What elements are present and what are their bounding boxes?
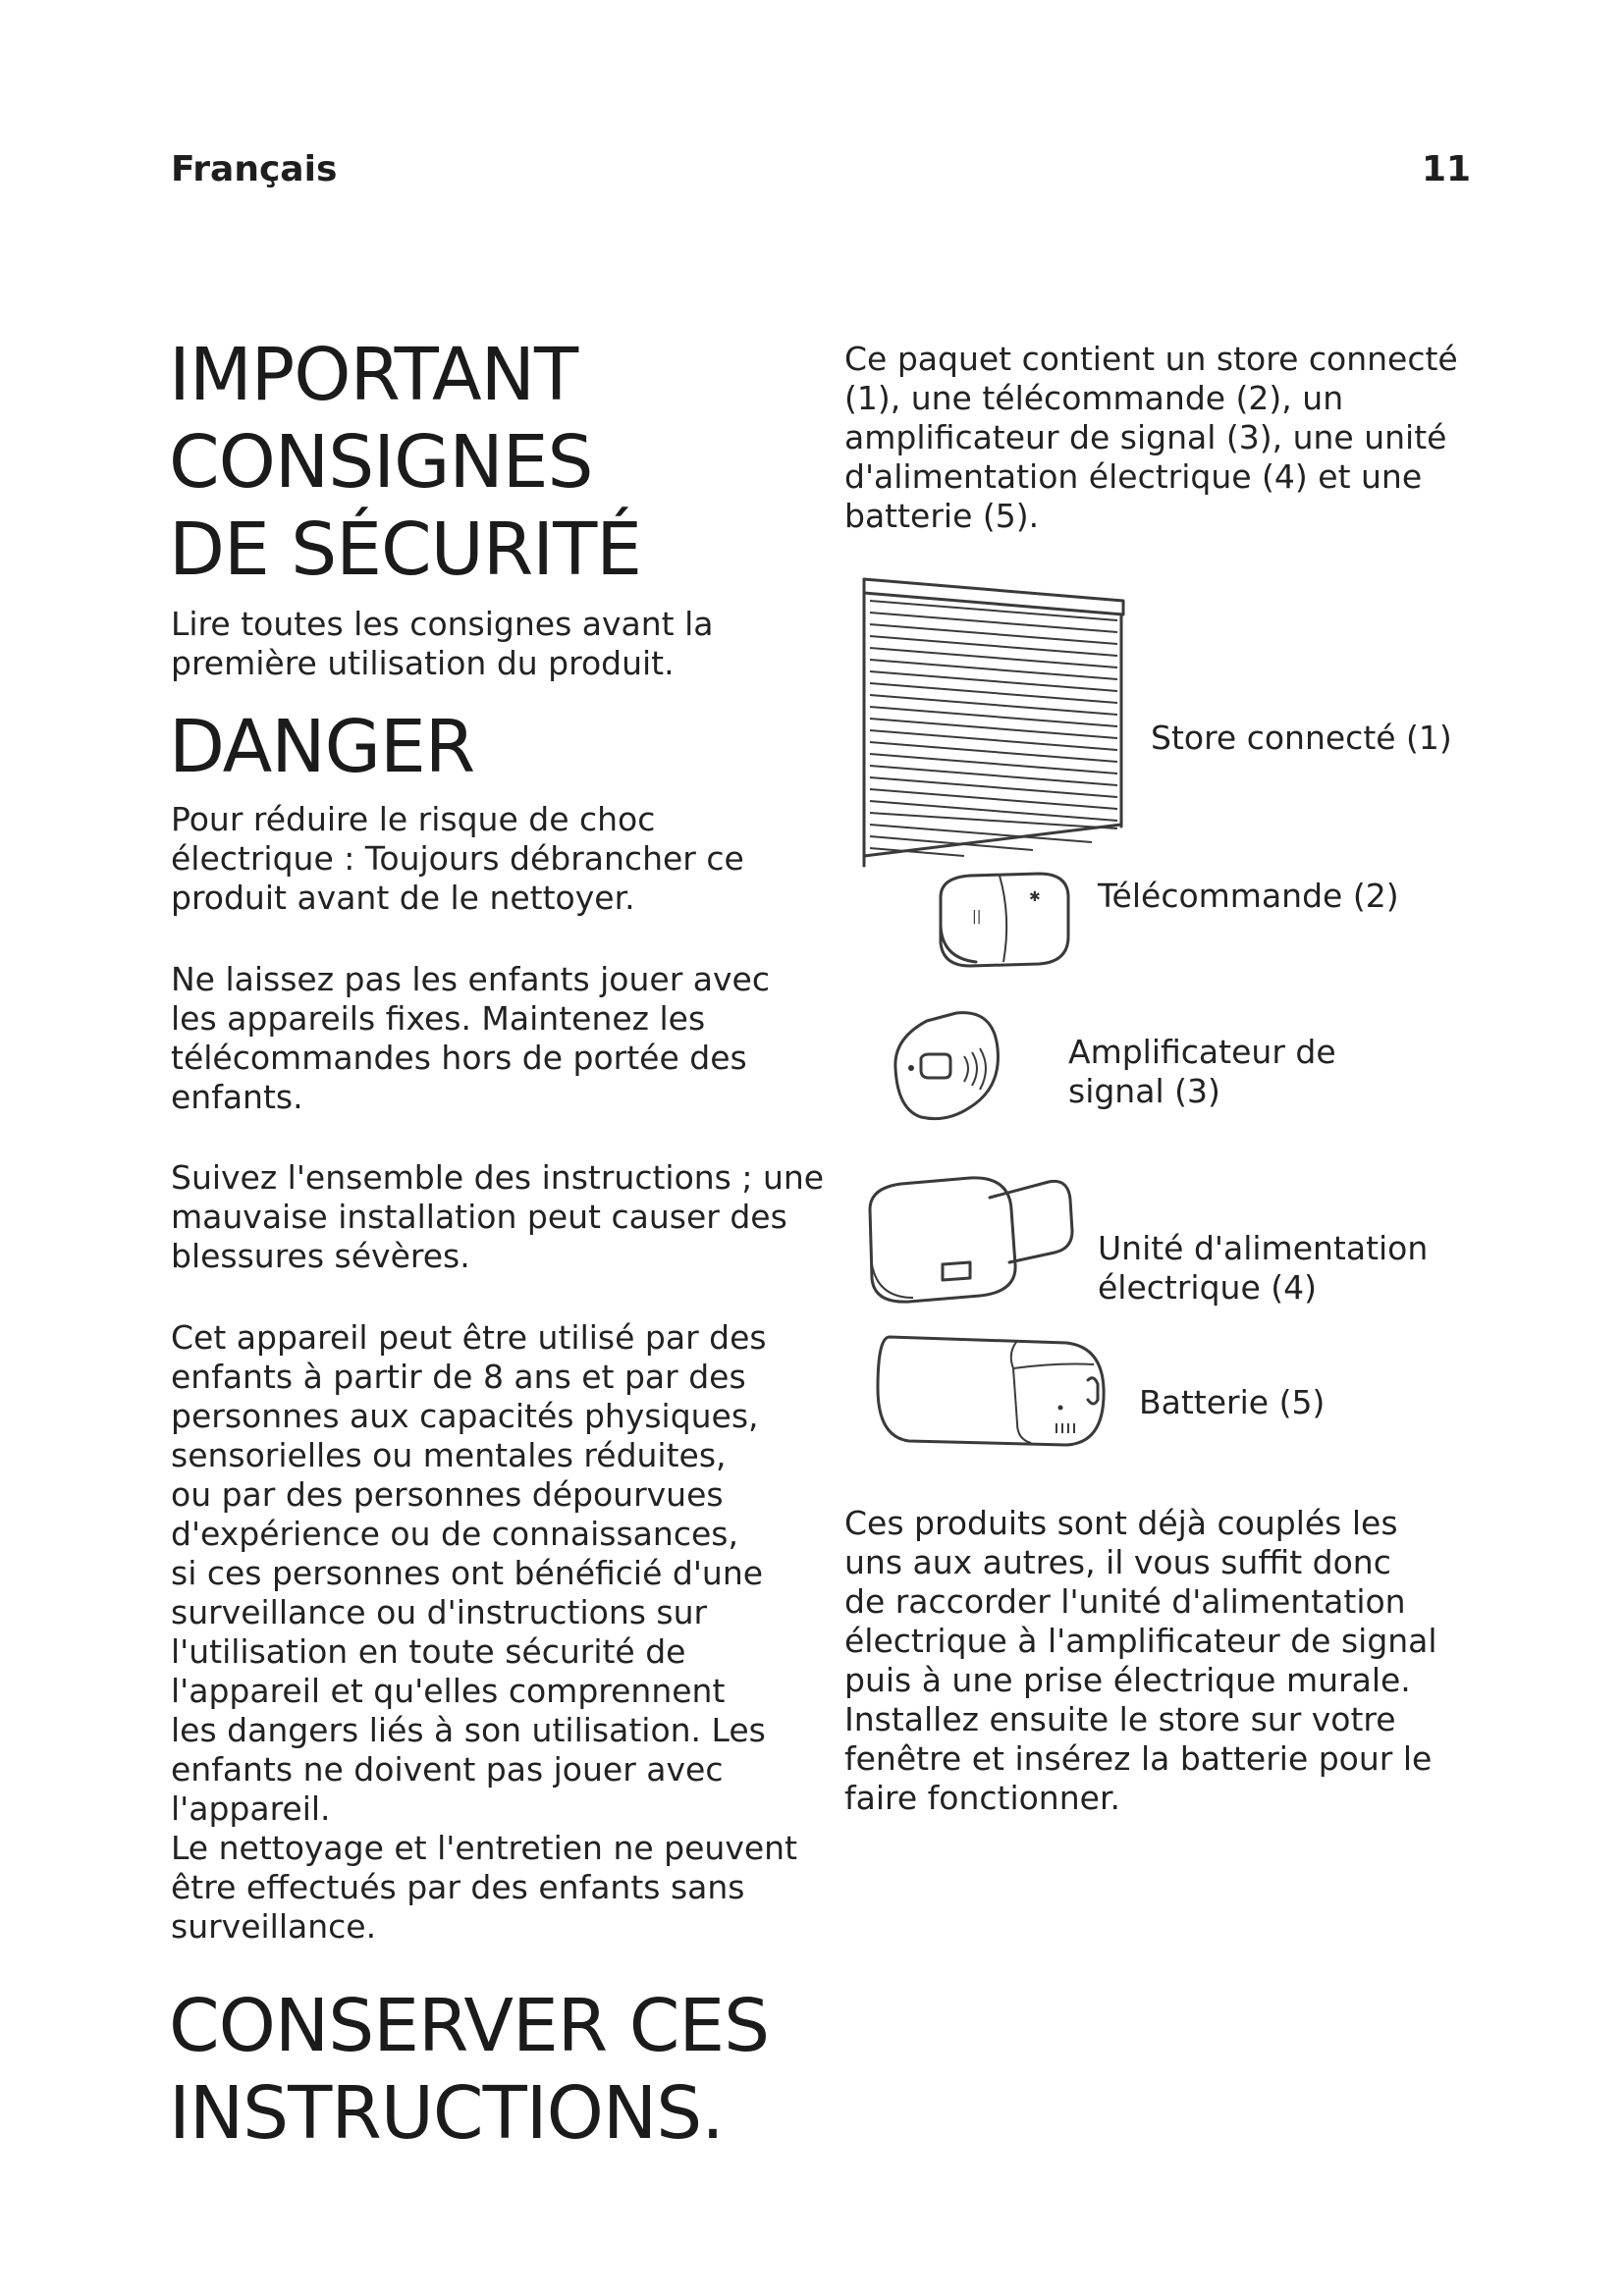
text-line: l'appareil et qu'elles comprennent bbox=[171, 1672, 726, 1710]
text-line: surveillance ou d'instructions sur bbox=[171, 1593, 708, 1631]
closing-line: INSTRUCTIONS. bbox=[169, 2071, 724, 2156]
text-line: Pour réduire le risque de choc bbox=[171, 800, 656, 838]
text-line: mauvaise installation peut causer des bbox=[171, 1198, 787, 1236]
text-line: Installez ensuite le store sur votre bbox=[844, 1700, 1396, 1738]
danger-paragraph-2 bbox=[171, 960, 770, 1117]
battery-icon bbox=[870, 1329, 1110, 1453]
item-label-power-supply bbox=[1098, 1229, 1428, 1308]
safety-title bbox=[169, 332, 641, 594]
text-line: être effectués par des enfants sans bbox=[171, 1868, 745, 1906]
text-line: fenêtre et insérez la batterie pour le bbox=[844, 1739, 1433, 1778]
item-label-blind bbox=[1151, 719, 1452, 758]
signal-repeater-icon bbox=[888, 1009, 1003, 1129]
text-line: produit avant de le nettoyer. bbox=[171, 879, 635, 917]
text-line: ou par des personnes dépourvues bbox=[171, 1475, 724, 1514]
power-supply-icon bbox=[862, 1170, 1076, 1308]
text-line: enfants. bbox=[171, 1078, 303, 1116]
text-line: sensorielles ou mentales réduites, bbox=[171, 1436, 727, 1474]
language-label: Français bbox=[171, 149, 338, 189]
danger-heading: DANGER bbox=[169, 705, 475, 789]
text-line: surveillance. bbox=[171, 1907, 377, 1946]
text-line: Lire toutes les consignes avant la bbox=[171, 605, 714, 643]
remote-icon bbox=[931, 868, 1078, 978]
text-line: électrique : Toujours débrancher ce bbox=[171, 839, 744, 878]
text-line: Ces produits sont déjà couplés les bbox=[844, 1504, 1398, 1542]
label-line: électrique (4) bbox=[1098, 1268, 1317, 1307]
title-line: IMPORTANT bbox=[169, 333, 578, 417]
text-line: puis à une prise électrique murale. bbox=[844, 1661, 1411, 1699]
text-line: Cet appareil peut être utilisé par des bbox=[171, 1318, 767, 1357]
text-line: de raccorder l'unité d'alimentation bbox=[844, 1582, 1406, 1621]
danger-paragraph-1 bbox=[171, 800, 744, 918]
label-line: Batterie (5) bbox=[1139, 1383, 1326, 1421]
svg-text:||: || bbox=[972, 909, 982, 925]
text-line: d'alimentation électrique (4) et une bbox=[844, 457, 1423, 496]
page-number: 11 bbox=[1422, 149, 1472, 189]
closing-heading bbox=[169, 1983, 769, 2158]
text-line: télécommandes hors de portée des bbox=[171, 1039, 747, 1077]
text-line: première utilisation du produit. bbox=[171, 644, 675, 682]
text-line: enfants à partir de 8 ans et par des bbox=[171, 1358, 746, 1396]
package-outro bbox=[844, 1504, 1437, 1818]
text-line: l'appareil. bbox=[171, 1789, 331, 1828]
closing-line: CONSERVER CES bbox=[169, 1984, 770, 2068]
label-line: signal (3) bbox=[1068, 1072, 1220, 1110]
text-line: amplificateur de signal (3), une unité bbox=[844, 418, 1447, 456]
danger-paragraph-3 bbox=[171, 1158, 824, 1276]
title-line: CONSIGNES bbox=[169, 420, 593, 505]
package-intro bbox=[844, 340, 1458, 536]
text-line: Le nettoyage et l'entretien ne peuvent bbox=[171, 1829, 798, 1867]
text-line: Ne laissez pas les enfants jouer avec bbox=[171, 960, 770, 998]
text-line: si ces personnes ont bénéficié d'une bbox=[171, 1554, 764, 1592]
text-line: blessures sévères. bbox=[171, 1237, 470, 1275]
title-line: DE SÉCURITÉ bbox=[169, 507, 642, 592]
text-line: les dangers liés à son utilisation. Les bbox=[171, 1711, 766, 1749]
intro-text bbox=[171, 605, 713, 683]
text-line: (1), une télécommande (2), un bbox=[844, 379, 1344, 417]
label-line: Store connecté (1) bbox=[1151, 719, 1452, 757]
item-label-battery bbox=[1139, 1383, 1325, 1422]
text-line: personnes aux capacités physiques, bbox=[171, 1397, 759, 1435]
danger-paragraph-4 bbox=[171, 1318, 797, 1947]
text-line: les appareils fixes. Maintenez les bbox=[171, 999, 706, 1038]
label-line: Unité d'alimentation bbox=[1098, 1229, 1429, 1267]
text-line: Suivez l'ensemble des instructions ; une bbox=[171, 1158, 825, 1197]
blind-icon bbox=[856, 571, 1131, 868]
text-line: d'expérience ou de connaissances, bbox=[171, 1515, 738, 1553]
text-line: enfants ne doivent pas jouer avec bbox=[171, 1750, 724, 1789]
text-line: l'utilisation en toute sécurité de bbox=[171, 1632, 686, 1671]
text-line: uns aux autres, il vous suffit donc bbox=[844, 1543, 1391, 1581]
item-label-remote bbox=[1098, 877, 1399, 916]
label-line: Télécommande (2) bbox=[1098, 877, 1399, 915]
label-line: Amplificateur de bbox=[1068, 1033, 1336, 1071]
text-line: électrique à l'amplificateur de signal bbox=[844, 1622, 1437, 1660]
item-label-repeater bbox=[1068, 1033, 1336, 1111]
text-line: faire fonctionner. bbox=[844, 1779, 1120, 1817]
text-line: batterie (5). bbox=[844, 497, 1040, 535]
text-line: Ce paquet contient un store connecté bbox=[844, 340, 1458, 378]
svg-text:✱: ✱ bbox=[1029, 889, 1041, 905]
